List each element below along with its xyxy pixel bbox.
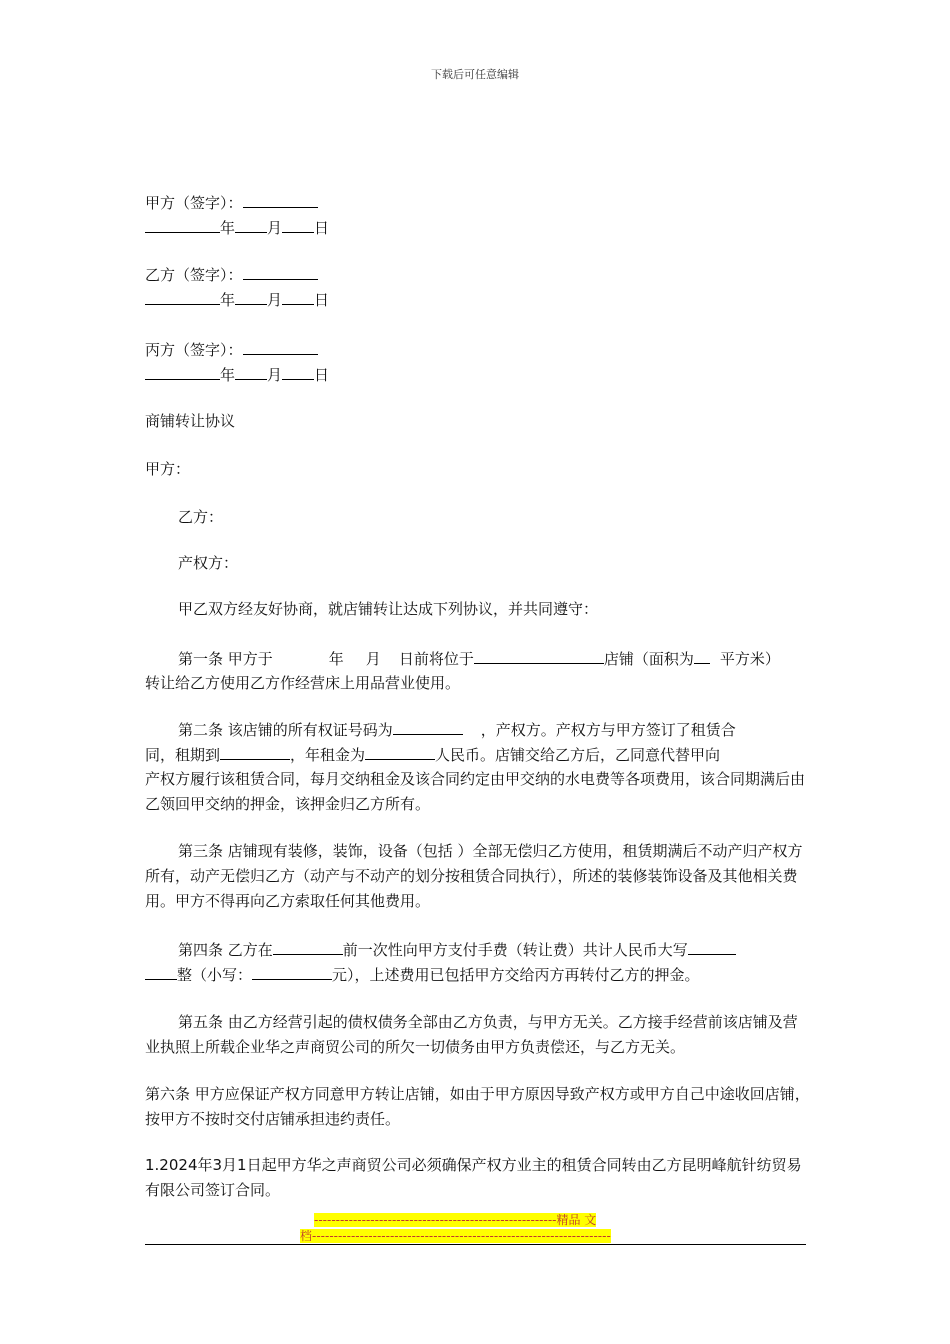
footer-banner bbox=[300, 1212, 650, 1244]
signature-line-b bbox=[145, 262, 318, 288]
intro-paragraph: 甲乙双方经友好协商，就店铺转让达成下列协议，并共同遵守： bbox=[178, 600, 599, 618]
certificate-blank bbox=[393, 717, 463, 735]
date-blank bbox=[273, 937, 343, 955]
lease-term-blank bbox=[220, 742, 290, 760]
art4-text: 整（小写： bbox=[177, 966, 253, 984]
article-4-line-1 bbox=[178, 937, 736, 963]
date-line-a bbox=[145, 215, 329, 241]
art2-text: 第二条 该店铺的所有权证号码为 bbox=[178, 721, 393, 739]
signature-blank-a bbox=[243, 190, 318, 208]
page-header: 下载后可任意编辑 bbox=[431, 68, 519, 81]
month-blank bbox=[235, 362, 267, 380]
amount-words-blank-cont bbox=[145, 962, 177, 980]
footer-line-2: 档--------------------------------------------------------------------- bbox=[300, 1229, 611, 1243]
month-blank bbox=[235, 287, 267, 305]
clause-1: 1.2024年3月1日起甲方华之声商贸公司必须确保产权方业主的租赁合同转由乙方昆明峰航针纺贸易有限公司签订合同。 bbox=[145, 1156, 802, 1199]
day-blank bbox=[282, 287, 314, 305]
art1-text: 平方米） bbox=[719, 650, 780, 668]
article-1-line-2: 转让给乙方使用乙方作经营床上用品营业使用。 bbox=[145, 674, 461, 692]
month-unit: 月 bbox=[267, 291, 283, 309]
amount-words-blank bbox=[688, 937, 736, 955]
amount-figures-blank bbox=[252, 962, 332, 980]
month-unit: 月 bbox=[267, 219, 283, 237]
month-unit: 月 bbox=[267, 366, 283, 384]
art1-month: 月 bbox=[365, 650, 381, 668]
signature-label-c: 丙方（签字）： bbox=[145, 341, 243, 359]
article-5: 第五条 由乙方经营引起的债权债务全部由乙方负责，与甲方无关。乙方接手经营前该店铺及营业执照上所载企业华之声商贸公司的所欠一切债务由甲方负责偿还，与乙方无关。 bbox=[145, 1013, 798, 1056]
footer-divider bbox=[145, 1244, 806, 1245]
year-unit: 年 bbox=[220, 366, 236, 384]
signature-line-a bbox=[145, 190, 318, 216]
year-blank bbox=[145, 362, 220, 380]
footer-line-1: --------------------------------------------------------精品 文 bbox=[314, 1213, 597, 1227]
signature-line-c bbox=[145, 337, 318, 363]
date-line-c bbox=[145, 362, 329, 388]
date-line-b bbox=[145, 287, 329, 313]
area-blank bbox=[694, 646, 710, 664]
owner-label: 产权方： bbox=[178, 554, 239, 572]
month-blank bbox=[235, 215, 267, 233]
day-unit: 日 bbox=[314, 291, 330, 309]
day-blank bbox=[282, 362, 314, 380]
signature-blank-b bbox=[243, 262, 318, 280]
day-unit: 日 bbox=[314, 219, 330, 237]
signature-label-a: 甲方（签字）： bbox=[145, 194, 243, 212]
article-4-line-2 bbox=[145, 962, 700, 988]
art1-year: 年 bbox=[328, 650, 344, 668]
day-blank bbox=[282, 215, 314, 233]
year-blank bbox=[145, 287, 220, 305]
article-6: 第六条 甲方应保证产权方同意甲方转让店铺，如由于甲方原因导致产权方或甲方自己中途收回店铺，按甲方不按时交付店铺承担违约责任。 bbox=[145, 1085, 810, 1128]
article-1-line-1 bbox=[178, 646, 780, 672]
year-unit: 年 bbox=[220, 219, 236, 237]
day-unit: 日 bbox=[314, 366, 330, 384]
art2-text: 同，租期到 bbox=[145, 746, 221, 764]
article-3: 第三条 店铺现有装修，装饰，设备（包括 ）全部无偿归乙方使用，租赁期满后不动产归产权方所有，动产无偿归乙方（动产与不动产的划分按租赁合同执行），所述的装修装饰设备及其他相关费用。甲方不得再向乙方索取任何其他费用。 bbox=[145, 842, 803, 910]
party-a-label: 甲方： bbox=[145, 460, 191, 478]
document-title: 商铺转让协议 bbox=[145, 412, 236, 430]
signature-label-b: 乙方（签字）： bbox=[145, 266, 243, 284]
signature-blank-c bbox=[243, 337, 318, 355]
article-2-rest: 产权方履行该租赁合同，每月交纳租金及该合同约定由甲交纳的水电费等各项费用，该合同期满后由乙领回甲交纳的押金，该押金归乙方所有。 bbox=[145, 770, 806, 813]
party-b-label: 乙方： bbox=[178, 508, 224, 526]
year-unit: 年 bbox=[220, 291, 236, 309]
art1-text: 日前将位于 bbox=[398, 650, 474, 668]
art4-text: 元），上述费用已包括甲方交给丙方再转付乙方的押金。 bbox=[332, 966, 700, 984]
art2-text: ，产权方。产权方与甲方签订了租赁合 bbox=[480, 721, 736, 739]
art4-text: 第四条 乙方在 bbox=[178, 941, 273, 959]
art2-text: 人民币。店铺交给乙方后，乙同意代替甲向 bbox=[435, 746, 721, 764]
art4-text: 前一次性向甲方支付手费（转让费）共计人民币大写 bbox=[342, 941, 688, 959]
article-2-line-1 bbox=[178, 717, 736, 743]
year-blank bbox=[145, 215, 220, 233]
article-2-line-2 bbox=[145, 742, 720, 768]
art2-text: ，年租金为 bbox=[290, 746, 366, 764]
art1-text: 第一条 甲方于 bbox=[178, 650, 273, 668]
location-blank bbox=[474, 646, 604, 664]
art1-text: 店铺（面积为 bbox=[603, 650, 694, 668]
rent-blank bbox=[365, 742, 435, 760]
